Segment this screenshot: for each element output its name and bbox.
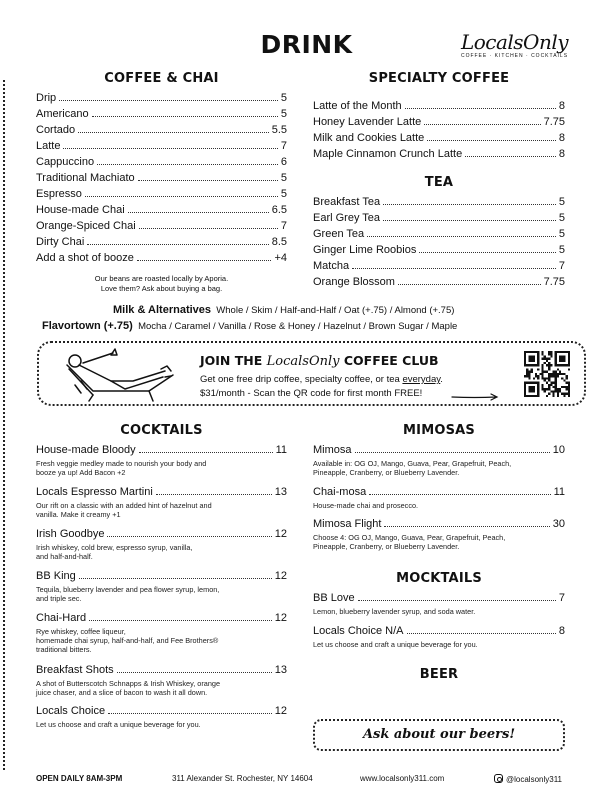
menu-item-name: House-made Bloody xyxy=(36,444,136,456)
menu-item xyxy=(36,92,287,104)
arrow-right-icon xyxy=(451,393,499,401)
menu-item xyxy=(36,612,287,624)
menu-item-description: booze ya up! Add Bacon +2 xyxy=(36,468,126,477)
menu-item xyxy=(313,196,565,208)
menu-item-price: 5 xyxy=(558,196,565,208)
menu-item-name: Chai-mosa xyxy=(313,486,367,498)
club-name: COFFEE CLUB xyxy=(343,353,439,368)
menu-item xyxy=(313,244,565,256)
dot-leader xyxy=(107,536,271,537)
menu-item xyxy=(36,444,287,456)
menu-item-price: 7.75 xyxy=(543,276,565,288)
menu-item xyxy=(36,236,287,248)
menu-item xyxy=(313,116,565,128)
menu-item xyxy=(36,220,287,232)
menu-item-price: 8 xyxy=(558,148,565,160)
menu-item-name: Maple Cinnamon Crunch Latte xyxy=(313,148,463,160)
logo-script: LocalsOnly xyxy=(460,30,569,54)
menu-item-description: Lemon, blueberry lavender syrup, and soda water. xyxy=(313,607,476,616)
dot-leader xyxy=(139,228,278,229)
beer-heading: BEER xyxy=(419,667,459,682)
menu-item-description: juice chaser, and a slice of bacon to wash it all down. xyxy=(36,688,208,697)
menu-item-name: Orange-Spiced Chai xyxy=(36,220,136,232)
menu-item xyxy=(313,444,565,456)
page-title: DRINK xyxy=(260,30,353,59)
dot-leader xyxy=(424,124,540,125)
menu-item-name: BB Love xyxy=(313,592,355,604)
menu-item xyxy=(313,276,565,288)
dot-leader xyxy=(87,244,268,245)
dot-leader xyxy=(85,196,278,197)
menu-item-name: Locals Choice xyxy=(36,705,106,717)
menu-item-name: Mimosa Flight xyxy=(313,518,382,530)
flavor-label: Flavortown (+.75) xyxy=(42,320,133,332)
footer-instagram[interactable] xyxy=(494,774,562,784)
menu-item-price: 5 xyxy=(280,92,287,104)
dot-leader xyxy=(383,204,556,205)
flavortown xyxy=(42,320,457,332)
menu-item-price: 6 xyxy=(280,156,287,168)
menu-item-description: Let us choose and craft a unique beverage for you. xyxy=(36,720,201,729)
menu-item-price: 12 xyxy=(274,528,287,540)
club-line1-pre: Get one free drip coffee, specialty coffee, or tea xyxy=(200,374,403,385)
dot-leader xyxy=(384,526,549,527)
menu-item xyxy=(313,518,565,530)
menu-item-price: 11 xyxy=(275,444,287,456)
menu-item-name: Dirty Chai xyxy=(36,236,85,248)
menu-item xyxy=(36,140,287,152)
mocktails-heading: MOCKTAILS xyxy=(396,571,482,586)
menu-item-name: Cortado xyxy=(36,124,76,136)
menu-item-price: 5 xyxy=(280,188,287,200)
coffee-note xyxy=(36,274,287,294)
menu-item-name: Breakfast Tea xyxy=(313,196,381,208)
menu-item-price: 7 xyxy=(558,260,565,272)
dot-leader xyxy=(63,148,277,149)
menu-item xyxy=(36,204,287,216)
lounging-man-illustration xyxy=(53,347,183,402)
menu-item-price: 30 xyxy=(552,518,565,530)
menu-item-description: traditional bitters. xyxy=(36,645,92,654)
dot-leader xyxy=(427,140,556,141)
menu-item-description: Available in: OG OJ, Mango, Guava, Pear, Grapefruit, Peach, xyxy=(313,459,512,468)
footer-instagram-handle: @localsonly311 xyxy=(506,775,563,784)
menu-item-price: 8 xyxy=(558,100,565,112)
club-brand: LocalsOnly xyxy=(266,354,340,369)
dot-leader xyxy=(398,284,541,285)
menu-item-description: vanilla. Make it creamy +1 xyxy=(36,510,121,519)
menu-item-name: Add a shot of booze xyxy=(36,252,134,264)
menu-item xyxy=(36,664,287,676)
menu-item-price: 7.75 xyxy=(543,116,565,128)
menu-item-name: Locals Choice N/A xyxy=(313,625,404,637)
menu-item-price: 7 xyxy=(558,592,565,604)
dot-leader xyxy=(352,268,556,269)
menu-item-description: homemade chai syrup, half-and-half, and Fee Brothers® xyxy=(36,636,219,645)
dot-leader xyxy=(383,220,556,221)
logo-tagline: COFFEE · KITCHEN · COCKTAILS xyxy=(460,53,569,59)
club-line2: $31/month - Scan the QR code for first month FREE! xyxy=(200,388,423,399)
club-line1-em: everyday xyxy=(402,374,441,385)
menu-item-price: 12 xyxy=(274,612,287,624)
milk-label: Milk & Alternatives xyxy=(113,304,212,316)
menu-item-price: +4 xyxy=(274,252,287,264)
dot-leader xyxy=(358,600,556,601)
coffee-note-line2: Love them? Ask about buying a bag. xyxy=(100,284,223,293)
menu-item xyxy=(36,705,287,717)
menu-item xyxy=(36,156,287,168)
dot-leader xyxy=(369,494,550,495)
menu-item-description: Tequila, blueberry lavender and pea flower syrup, lemon, xyxy=(36,585,220,594)
menu-item xyxy=(313,625,565,637)
menu-item-price: 12 xyxy=(274,705,287,717)
dot-leader xyxy=(419,252,556,253)
dot-leader xyxy=(117,672,272,673)
menu-item-name: Honey Lavender Latte xyxy=(313,116,422,128)
menu-item xyxy=(36,124,287,136)
menu-item-description: Pineapple, Cranberry, or Blueberry Lavender. xyxy=(313,542,460,551)
club-heading xyxy=(200,353,439,369)
menu-item-price: 7 xyxy=(280,140,287,152)
dot-leader xyxy=(137,260,272,261)
qr-code-icon[interactable] xyxy=(524,351,570,397)
dot-leader xyxy=(108,713,272,714)
beer-box: Ask about our beers! xyxy=(313,719,565,751)
menu-item-price: 13 xyxy=(274,664,287,676)
menu-item-description: Irish whiskey, cold brew, espresso syrup, vanilla, xyxy=(36,543,193,552)
menu-item-price: 5.5 xyxy=(271,124,287,136)
menu-item-name: Milk and Cookies Latte xyxy=(313,132,425,144)
milk-alternatives xyxy=(113,304,454,316)
menu-item xyxy=(36,188,287,200)
menu-item-name: Mimosa xyxy=(313,444,352,456)
menu-item xyxy=(36,528,287,540)
menu-item-price: 8 xyxy=(558,625,565,637)
dot-leader xyxy=(89,620,272,621)
menu-item-price: 10 xyxy=(552,444,565,456)
menu-item xyxy=(313,100,565,112)
menu-item-price: 5 xyxy=(280,172,287,184)
milk-options: Whole / Skim / Half-and-Half / Oat (+.75) / Almond (+.75) xyxy=(216,305,455,316)
menu-item-name: Latte xyxy=(36,140,61,152)
menu-item-name: Espresso xyxy=(36,188,82,200)
menu-item-description: Rye whiskey, coffee liqueur, xyxy=(36,627,126,636)
dot-leader xyxy=(97,164,278,165)
menu-item-price: 8 xyxy=(558,132,565,144)
menu-item-description: House-made chai and prosecco. xyxy=(313,501,419,510)
menu-item-name: Cappuccino xyxy=(36,156,95,168)
menu-item xyxy=(36,570,287,582)
menu-item-price: 6.5 xyxy=(271,204,287,216)
menu-item-description: Let us choose and craft a unique beverage for you. xyxy=(313,640,478,649)
menu-item-name: Matcha xyxy=(313,260,350,272)
menu-item-price: 8.5 xyxy=(271,236,287,248)
specialty-heading: SPECIALTY COFFEE xyxy=(368,71,510,86)
menu-item-description: Our rift on a classic with an added hint of hazelnut and xyxy=(36,501,212,510)
menu-item-price: 5 xyxy=(558,244,565,256)
menu-item-name: Latte of the Month xyxy=(313,100,402,112)
menu-item xyxy=(313,592,565,604)
menu-item xyxy=(36,486,287,498)
dot-leader xyxy=(92,116,278,117)
menu-item-name: Locals Espresso Martini xyxy=(36,486,153,498)
menu-item-name: Earl Grey Tea xyxy=(313,212,381,224)
footer-website[interactable]: www.localsonly311.com xyxy=(360,774,445,783)
menu-item xyxy=(313,260,565,272)
menu-item xyxy=(36,108,287,120)
dot-leader xyxy=(465,156,556,157)
menu-item-price: 5 xyxy=(558,212,565,224)
menu-item xyxy=(36,252,287,264)
footer-address: 311 Alexander St. Rochester, NY 14604 xyxy=(172,774,313,783)
menu-item-price: 12 xyxy=(274,570,287,582)
menu-item-name: Americano xyxy=(36,108,89,120)
dot-leader xyxy=(128,212,269,213)
dot-leader xyxy=(156,494,272,495)
menu-item-description: and half-and-half. xyxy=(36,552,93,561)
menu-item-name: Green Tea xyxy=(313,228,365,240)
coffee-note-line1: Our beans are roasted locally by Aporia. xyxy=(94,274,229,283)
coffee-club-banner xyxy=(37,341,586,406)
menu-item-price: 7 xyxy=(280,220,287,232)
side-dotted-border xyxy=(3,80,5,770)
menu-item-name: House-made Chai xyxy=(36,204,125,216)
dot-leader xyxy=(405,108,556,109)
dot-leader xyxy=(367,236,556,237)
flavor-options: Mocha / Caramel / Vanilla / Rose & Honey / Hazelnut / Brown Sugar / Maple xyxy=(138,321,458,332)
menu-item-name: BB King xyxy=(36,570,76,582)
dot-leader xyxy=(78,132,269,133)
menu-item xyxy=(36,172,287,184)
menu-item-name: Orange Blossom xyxy=(313,276,395,288)
dot-leader xyxy=(59,100,278,101)
menu-item-price: 13 xyxy=(274,486,287,498)
dot-leader xyxy=(407,633,556,634)
footer-hours: OPEN DAILY 8AM-3PM xyxy=(36,774,123,783)
cocktails-heading: COCKTAILS xyxy=(120,423,203,438)
menu-item-name: Drip xyxy=(36,92,57,104)
menu-item-description: A shot of Butterscotch Schnapps & Irish Whiskey, orange xyxy=(36,679,221,688)
instagram-icon xyxy=(494,774,503,783)
menu-item xyxy=(313,228,565,240)
club-line1 xyxy=(200,374,443,385)
dot-leader xyxy=(79,578,272,579)
menu-item-name: Breakfast Shots xyxy=(36,664,114,676)
club-line1-post: . xyxy=(440,374,443,385)
menu-item-name: Chai-Hard xyxy=(36,612,87,624)
menu-item-name: Ginger Lime Roobios xyxy=(313,244,417,256)
menu-item xyxy=(313,148,565,160)
menu-item-price: 11 xyxy=(553,486,565,498)
menu-item-price: 5 xyxy=(558,228,565,240)
coffee-heading: COFFEE & CHAI xyxy=(104,71,219,86)
mimosas-heading: MIMOSAS xyxy=(403,423,475,438)
dot-leader xyxy=(355,452,550,453)
menu-item-name: Irish Goodbye xyxy=(36,528,105,540)
logo xyxy=(452,30,577,59)
menu-item-description: and triple sec. xyxy=(36,594,82,603)
menu-item-name: Traditional Machiato xyxy=(36,172,135,184)
menu-item xyxy=(313,486,565,498)
menu-item-description: Pineapple, Cranberry, or Blueberry Lavender. xyxy=(313,468,460,477)
menu-item xyxy=(313,132,565,144)
tea-heading: TEA xyxy=(424,175,454,190)
dot-leader xyxy=(138,180,278,181)
menu-item-price: 5 xyxy=(280,108,287,120)
menu-item-description: Fresh veggie medley made to nourish your body and xyxy=(36,459,207,468)
club-join: JOIN THE xyxy=(200,353,263,368)
menu-item-description: Choose 4: OG OJ, Mango, Guava, Pear, Grapefruit, Peach, xyxy=(313,533,506,542)
menu-item xyxy=(313,212,565,224)
dot-leader xyxy=(139,452,273,453)
